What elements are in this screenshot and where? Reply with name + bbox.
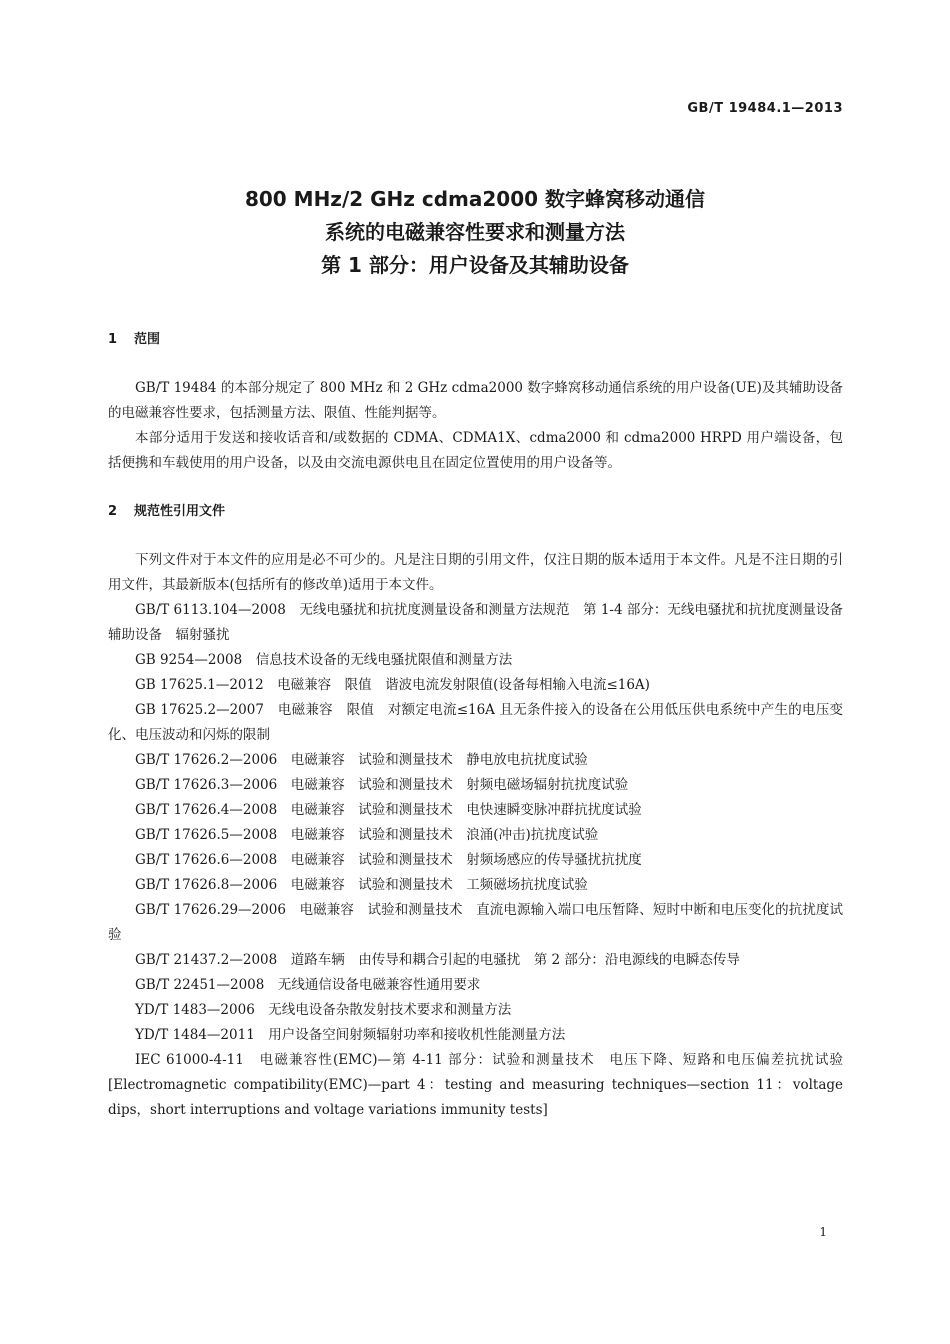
reference-item: GB 9254—2008 信息技术设备的无线电骚扰限值和测量方法: [135, 652, 513, 668]
document-body: [108, 330, 857, 1123]
section-2-heading: [108, 502, 843, 522]
title-line-2: 系统的电磁兼容性要求和测量方法: [325, 220, 625, 244]
page-number: 1: [819, 1225, 827, 1239]
reference-item: GB 17625.1—2012 电磁兼容 限值 谐波电流发射限值(设备每相输入电流≤16A): [135, 677, 650, 693]
reference-item: IEC 61000-4-11 电磁兼容性(EMC)—第 4-11 部分：试验和测量技术 电压下降、短路和电压偏差抗扰试验[Electromagnetic compatibility(EMC)—part 4：testing and measuring techniques—section 11：voltage dips，short interruptions and voltage variations immunity tests]: [108, 1052, 843, 1118]
section-1-number: 1: [108, 332, 118, 347]
reference-item: YD/T 1484—2011 用户设备空间射频辐射功率和接收机性能测量方法: [135, 1027, 566, 1043]
reference-item: GB/T 21437.2—2008 道路车辆 由传导和耦合引起的电骚扰 第 2 部分：沿电源线的电瞬态传导: [135, 952, 740, 968]
document-title: [0, 183, 950, 282]
title-line-3: 第 1 部分：用户设备及其辅助设备: [321, 253, 629, 277]
section-2-number: 2: [108, 504, 118, 519]
reference-item: GB/T 17626.2—2006 电磁兼容 试验和测量技术 静电放电抗扰度试验: [135, 752, 588, 768]
standard-number: GB/T 19484.1—2013: [687, 101, 843, 116]
scope-paragraph: GB/T 19484 的本部分规定了 800 MHz 和 2 GHz cdma2000 数字蜂窝移动通信系统的用户设备(UE)及其辅助设备的电磁兼容性要求，包括测量方法、限值、性能判据等。: [108, 380, 843, 421]
reference-item: YD/T 1483—2006 无线电设备杂散发射技术要求和测量方法: [135, 1002, 512, 1018]
reference-item: GB/T 22451—2008 无线通信设备电磁兼容性通用要求: [135, 977, 481, 993]
reference-item: GB/T 17626.29—2006 电磁兼容 试验和测量技术 直流电源输入端口电压暂降、短时中断和电压变化的抗扰度试验: [108, 902, 843, 943]
section-1-title: 范围: [134, 332, 161, 347]
title-line-1: 800 MHz/2 GHz cdma2000 数字蜂窝移动通信: [244, 187, 706, 211]
reference-item: GB/T 17626.4—2008 电磁兼容 试验和测量技术 电快速瞬变脉冲群抗扰度试验: [135, 802, 642, 818]
reference-item: GB/T 17626.3—2006 电磁兼容 试验和测量技术 射频电磁场辐射抗扰度试验: [135, 777, 629, 793]
section-1-heading: [108, 330, 843, 350]
scope-paragraph: 本部分适用于发送和接收话音和/或数据的 CDMA、CDMA1X、cdma2000 和 cdma2000 HRPD 用户端设备，包括便携和车载使用的用户设备，以及由交流电源供电且在固定位置使用的用户设备等。: [108, 430, 843, 471]
reference-item: GB/T 6113.104—2008 无线电骚扰和抗扰度测量设备和测量方法规范 第 1-4 部分：无线电骚扰和抗扰度测量设备 辅助设备 辐射骚扰: [108, 602, 857, 643]
reference-item: GB 17625.2—2007 电磁兼容 限值 对额定电流≤16A 且无条件接入的设备在公用低压供电系统中产生的电压变化、电压波动和闪烁的限制: [108, 702, 843, 743]
reference-item: GB/T 17626.8—2006 电磁兼容 试验和测量技术 工频磁场抗扰度试验: [135, 877, 588, 893]
reference-item: GB/T 17626.6—2008 电磁兼容 试验和测量技术 射频场感应的传导骚扰抗扰度: [135, 852, 642, 868]
reference-item: GB/T 17626.5—2008 电磁兼容 试验和测量技术 浪涌(冲击)抗扰度试验: [135, 827, 599, 843]
references-intro: 下列文件对于本文件的应用是必不可少的。凡是注日期的引用文件，仅注日期的版本适用于本文件。凡是不注日期的引用文件，其最新版本(包括所有的修改单)适用于本文件。: [108, 552, 843, 593]
section-2-title: 规范性引用文件: [134, 504, 226, 519]
